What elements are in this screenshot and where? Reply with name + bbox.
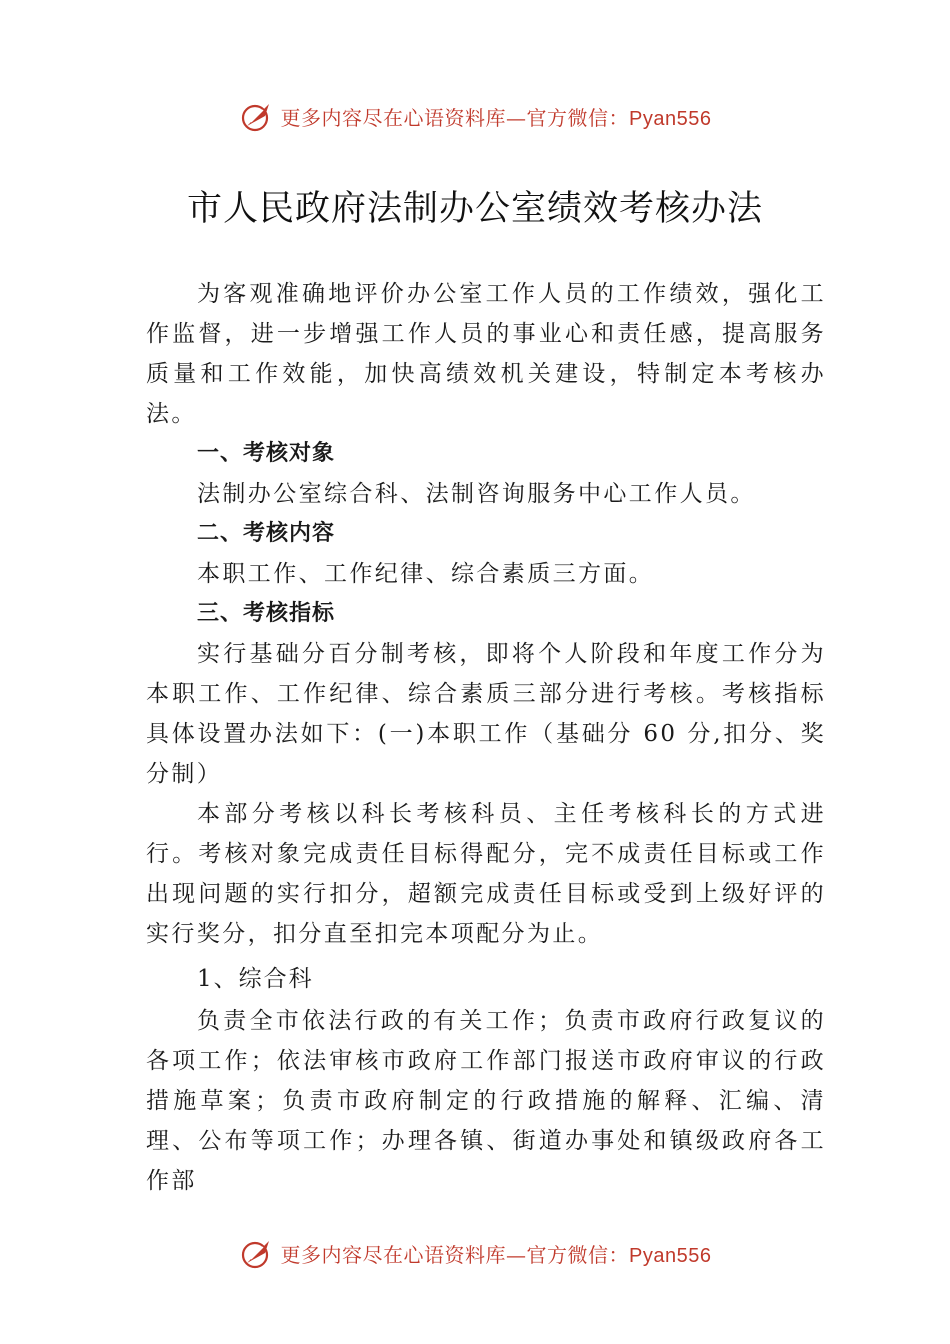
banner-text: 更多内容尽在心语资料库—官方微信：Pyan556 xyxy=(280,105,712,130)
subsection-heading: 1、综合科 xyxy=(197,966,314,992)
wechat-id: Pyan556 xyxy=(629,1244,712,1267)
intro-paragraph: 为客观准确地评价办公室工作人员的工作绩效，强化工作监督，进一步增强工作人员的事业心和责任感，提高服务质量和工作效能，加快高绩效机关建设，特制定本考核办法。 xyxy=(146,281,826,427)
banner-text: 更多内容尽在心语资料库—官方微信：Pyan556 xyxy=(280,1242,712,1267)
section-text-3: 实行基础分百分制考核，即将个人阶段和年度工作分为本职工作、工作纪律、综合素质三部分进行考核。考核指标具体设置办法如下：(一)本职工作（基础分 60 分,扣分、奖分制） xyxy=(146,641,826,787)
section-heading-2: 二、考核内容 xyxy=(197,521,336,546)
document-body xyxy=(146,274,826,1201)
quill-logo-icon xyxy=(239,98,275,134)
section-text-2: 本职工作、工作纪律、综合素质三方面。 xyxy=(197,561,655,587)
section-heading-3: 三、考核指标 xyxy=(197,601,336,626)
assessment-paragraph: 本部分考核以科长考核科员、主任考核科长的方式进行。考核对象完成责任目标得配分，完不成责任目标或工作出现问题的实行扣分，超额完成责任目标或受到上级好评的实行奖分，扣分直至扣完本项配分为止。 xyxy=(146,801,826,947)
document-title: 市人民政府法制办公室绩效考核办法 xyxy=(186,189,763,229)
section-text-1: 法制办公室综合科、法制咨询服务中心工作人员。 xyxy=(197,481,756,507)
section-heading-1: 一、考核对象 xyxy=(197,441,336,466)
header-banner xyxy=(0,94,950,138)
wechat-id: Pyan556 xyxy=(629,107,712,130)
footer-banner xyxy=(0,1231,950,1275)
quill-logo-icon xyxy=(239,1235,275,1271)
duty-paragraph: 负责全市依法行政的有关工作；负责市政府行政复议的各项工作；依法审核市政府工作部门报送市政府审议的行政措施草案；负责市政府制定的行政措施的解释、汇编、清理、公布等项工作；办理各镇、街道办事处和镇级政府各工作部 xyxy=(146,1008,826,1194)
